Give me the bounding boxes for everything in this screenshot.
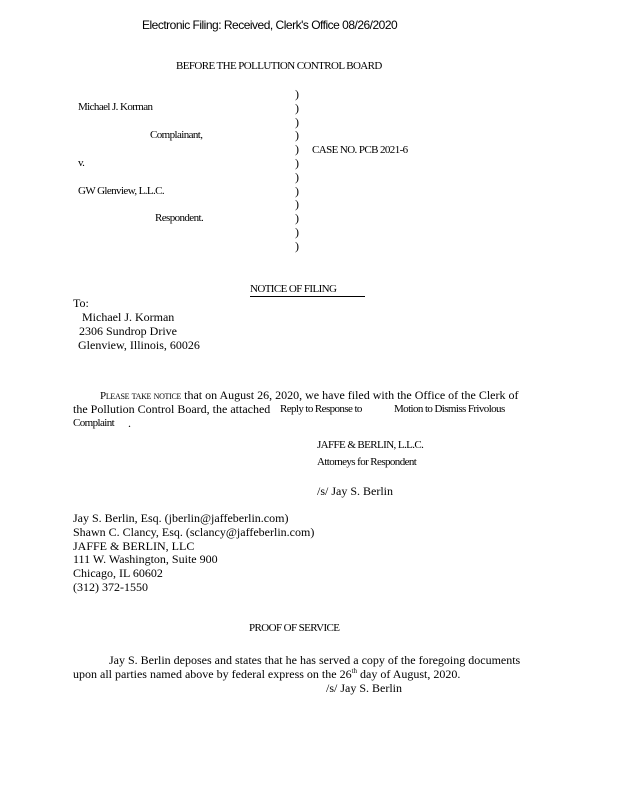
board-title: BEFORE THE POLLUTION CONTROL BOARD bbox=[176, 60, 382, 72]
electronic-filing-stamp: Electronic Filing: Received, Clerk's Office 08/26/2020 bbox=[142, 18, 398, 32]
caption-paren: ) bbox=[295, 211, 299, 226]
attorney-signature: /s/ Jay S. Berlin bbox=[317, 484, 394, 498]
attorney-info-line: 111 W. Washington, Suite 900 bbox=[73, 552, 218, 566]
proof-signature: /s/ Jay S. Berlin bbox=[326, 681, 403, 695]
document-title-part3: Complaint bbox=[73, 417, 115, 429]
caption-paren: ) bbox=[295, 87, 299, 101]
respondent-label: Respondent. bbox=[155, 212, 204, 224]
proof-body-line2-end: day of August, 2020. bbox=[357, 667, 461, 681]
proof-body-line2-start: upon all parties named above by federal express on the 26 bbox=[73, 667, 352, 681]
notice-body-line1 bbox=[100, 389, 519, 402]
case-number: CASE NO. PCB 2021-6 bbox=[312, 144, 408, 156]
caption-paren: ) bbox=[295, 114, 299, 129]
complainant-name: Michael J. Korman bbox=[78, 101, 153, 113]
attorney-info-line: Chicago, IL 60602 bbox=[73, 566, 163, 580]
caption-paren: ) bbox=[295, 155, 299, 170]
caption-paren: ) bbox=[295, 183, 299, 198]
ordinal-suffix: th bbox=[351, 667, 358, 675]
versus-label: v. bbox=[78, 157, 85, 169]
addressee-street: 2306 Sundrop Drive bbox=[79, 324, 177, 338]
notice-body-line1-rest: that on August 26, 2020, we have filed with the Office of the Clerk of bbox=[181, 388, 519, 402]
proof-body-line1: Jay S. Berlin deposes and states that he has served a copy of the foregoing documents bbox=[109, 653, 521, 667]
notice-of-filing-title bbox=[250, 284, 365, 297]
caption-paren: ) bbox=[295, 142, 299, 157]
notice-body-line2 bbox=[73, 403, 270, 415]
caption-paren: ) bbox=[295, 197, 299, 212]
caption-paren: ) bbox=[295, 128, 299, 143]
caption-paren: ) bbox=[295, 169, 299, 184]
caption-paren: ) bbox=[295, 100, 299, 115]
notice-title-text: NOTICE OF FILING bbox=[250, 284, 365, 297]
proof-body-line2 bbox=[73, 668, 460, 680]
to-label: To: bbox=[73, 296, 89, 310]
attorneys-role: Attorneys for Respondent bbox=[317, 456, 417, 468]
addressee-name: Michael J. Korman bbox=[82, 310, 175, 324]
complainant-label: Complainant, bbox=[150, 129, 203, 141]
caption-paren: ) bbox=[295, 238, 299, 253]
respondent-name: GW Glenview, L.L.C. bbox=[78, 185, 165, 197]
document-title-part2: Motion to Dismiss Frivolous bbox=[394, 403, 505, 415]
notice-end-period: . bbox=[128, 416, 131, 430]
notice-body-line2-start: the Pollution Control Board, the attached bbox=[73, 402, 271, 416]
caption-parentheses bbox=[295, 88, 299, 254]
attorney-info-line: JAFFE & BERLIN, LLC bbox=[73, 539, 195, 553]
attorney-info-line: Shawn C. Clancy, Esq. (sclancy@jaffeberlin.com) bbox=[73, 525, 315, 539]
firm-name: JAFFE & BERLIN, L.L.C. bbox=[317, 439, 424, 451]
caption-paren: ) bbox=[295, 224, 299, 239]
addressee-city: Glenview, Illinois, 60026 bbox=[78, 338, 200, 352]
proof-of-service-title: PROOF OF SERVICE bbox=[249, 622, 340, 634]
attorney-info-line: (312) 372-1550 bbox=[73, 580, 148, 594]
document-title-part1: Reply to Response to bbox=[280, 403, 362, 415]
please-take-notice: Please take notice bbox=[100, 390, 182, 402]
attorney-info-line: Jay S. Berlin, Esq. (jberlin@jaffeberlin.com) bbox=[73, 511, 289, 525]
